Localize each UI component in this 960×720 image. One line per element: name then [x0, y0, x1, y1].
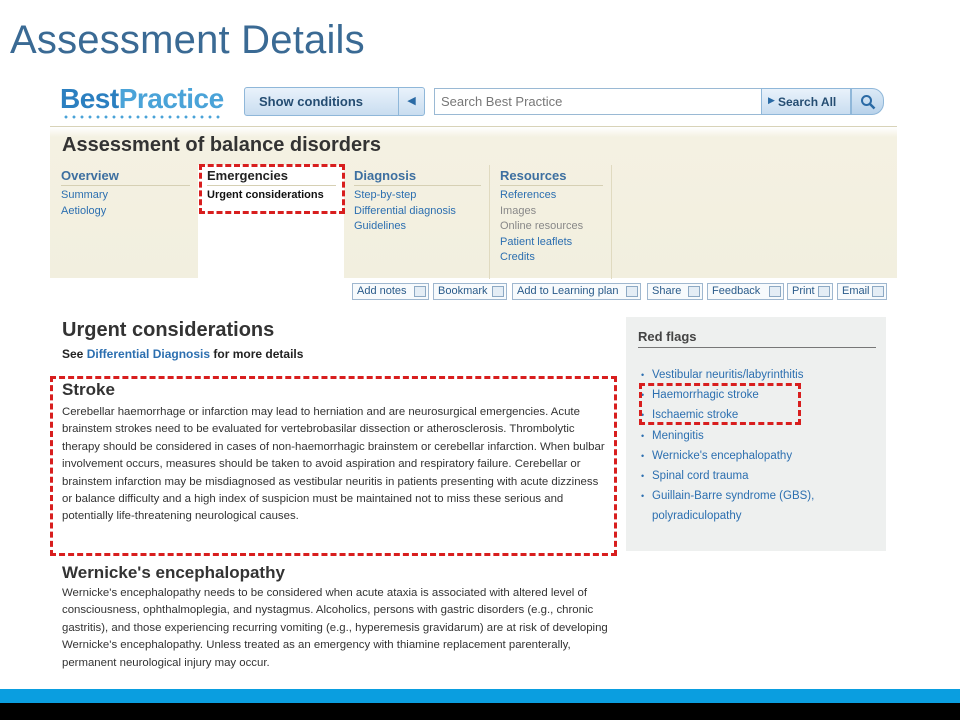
add-to-learning-plan-label: Add to Learning plan [517, 285, 619, 297]
page-title: Assessment of balance disorders [62, 134, 382, 156]
nav-overview-heading[interactable]: Overview [61, 168, 190, 186]
nav-resources-heading[interactable]: Resources [500, 168, 603, 186]
differential-diagnosis-link[interactable]: Differential Diagnosis [86, 347, 211, 361]
nav-diagnosis-heading[interactable]: Diagnosis [354, 168, 481, 186]
nav-overview [50, 165, 198, 279]
wernicke-heading: Wernicke's encephalopathy [62, 563, 285, 582]
slide-footer-strip [0, 689, 960, 703]
highlight-emergencies-tab [199, 164, 345, 214]
bookmark-icon [492, 286, 504, 297]
search-all-label: Search All [778, 95, 837, 109]
screenshot-frame [50, 80, 897, 692]
nav-link-references[interactable]: References [500, 189, 557, 201]
nav-link-aetiology[interactable]: Aetiology [61, 204, 107, 217]
add-notes-button[interactable] [352, 283, 429, 300]
search-input[interactable] [435, 89, 761, 114]
red-flag-item[interactable]: • Vestibular neuritis/labyrinthitis [640, 365, 880, 385]
highlight-stroke-flags [639, 383, 801, 425]
site-header [50, 80, 897, 126]
document-icon [626, 286, 638, 297]
printer-icon [818, 286, 830, 297]
red-flags-title: Red flags [638, 329, 697, 344]
share-button[interactable] [647, 283, 703, 300]
red-flag-item[interactable]: • Wernicke's encephalopathy [640, 446, 880, 466]
share-label: Share [652, 285, 682, 297]
stroke-heading: Stroke [62, 380, 115, 399]
logo-dots [62, 115, 222, 119]
nav-link-online-resources: Online resources [500, 220, 584, 232]
slide-footer-bar [0, 703, 960, 720]
speech-bubble-icon [769, 286, 781, 297]
triangle-right-icon: ▶ [768, 95, 775, 105]
bestpractice-logo[interactable] [60, 83, 224, 115]
red-flags-panel [626, 317, 886, 551]
see-prefix: See [62, 347, 87, 361]
nav-link-urgent-considerations[interactable]: Urgent considerations [207, 189, 324, 201]
nav-link-credits[interactable]: Credits [500, 251, 535, 263]
chevron-left-icon[interactable]: ◀ [398, 88, 424, 115]
nav-diagnosis [344, 165, 490, 279]
search-field[interactable] [434, 88, 762, 115]
nav-link-guidelines[interactable]: Guidelines [354, 220, 406, 232]
email-label: Email [842, 285, 870, 297]
red-flag-item[interactable]: • Guillain-Barre syndrome (GBS), [640, 486, 880, 506]
logo-text-best: Best [60, 83, 119, 114]
print-button[interactable] [787, 283, 833, 300]
red-flag-item-continued[interactable]: polyradiculopathy [652, 510, 742, 523]
feedback-button[interactable] [707, 283, 784, 300]
highlight-stroke-section [50, 376, 617, 556]
nav-link-patient-leaflets[interactable]: Patient leaflets [500, 235, 573, 248]
logo-text-practice: Practice [118, 83, 224, 114]
notes-icon [414, 286, 426, 297]
wernicke-paragraph: Wernicke's encephalopathy needs to be considered when acute ataxia is associated with altered level of consciousness, ophthalmoplegia, and nystagmus. Alcoholics, persons with gastric disorders (e.g., chronic gastritis), and those experiencing recurring vomiting (e.g., hyperemesis gravidarum) are at risk of developing Wernicke's encephalopathy. Unless treated as an emergency with thiamine replacement parenterally, permanent neurological injury may occur. [62, 587, 608, 669]
see-suffix: for more details [210, 347, 304, 361]
show-conditions-label: Show conditions [259, 94, 363, 109]
nav-link-differential-diagnosis[interactable]: Differential diagnosis [354, 204, 456, 217]
envelope-icon [872, 286, 884, 297]
nav-link-images: Images [500, 204, 537, 217]
add-notes-label: Add notes [357, 285, 407, 297]
stroke-paragraph: Cerebellar haemorrhage or infarction may lead to herniation and are neurosurgical emergencies. Acute brainstem strokes need to be evaluated for vertebrobasilar dissection or atherosclerosis. Thrombolytic therapy should be considered in cases of non-haemorrhagic brainstem or cerebellar infarction. When bulbar involvement occurs, measures should be taken to avoid aspiration and respiratory failure. Cerebellar or brainstem infarction may be misdiagnosed as vestibular neuritis in patients presenting with acute dizziness or balance difficulty and a high index of suspicion must be maintained not to miss these serious and potentially life-threatening neurological causes. [62, 406, 605, 523]
email-button[interactable] [837, 283, 887, 300]
search-button[interactable] [851, 88, 884, 115]
print-label: Print [792, 285, 815, 297]
feedback-label: Feedback [712, 285, 761, 297]
red-flags-divider [638, 347, 876, 348]
see-also-line [62, 347, 303, 361]
magnifier-icon [860, 94, 876, 110]
nav-link-summary[interactable]: Summary [61, 189, 109, 201]
nav-link-step-by-step[interactable]: Step-by-step [354, 189, 417, 201]
nav-emergencies-heading[interactable]: Emergencies [207, 168, 336, 186]
section-title: Urgent considerations [62, 319, 275, 341]
nav-resources [491, 165, 612, 279]
red-flag-item[interactable]: • Meningitis [640, 426, 880, 446]
topic-header [50, 126, 897, 278]
bookmark-label: Bookmark [438, 285, 488, 297]
share-icon [688, 286, 700, 297]
show-conditions-button[interactable] [244, 87, 425, 116]
search-all-dropdown[interactable] [761, 88, 851, 115]
add-to-learning-plan-button[interactable] [512, 283, 641, 300]
red-flag-item[interactable]: • Spinal cord trauma [640, 466, 880, 486]
slide-title: Assessment Details [10, 18, 365, 62]
bookmark-button[interactable] [433, 283, 507, 300]
red-flag-item[interactable]: • Haemorrhagic stroke [640, 385, 880, 405]
red-flag-item[interactable]: • Ischaemic stroke [640, 405, 880, 425]
